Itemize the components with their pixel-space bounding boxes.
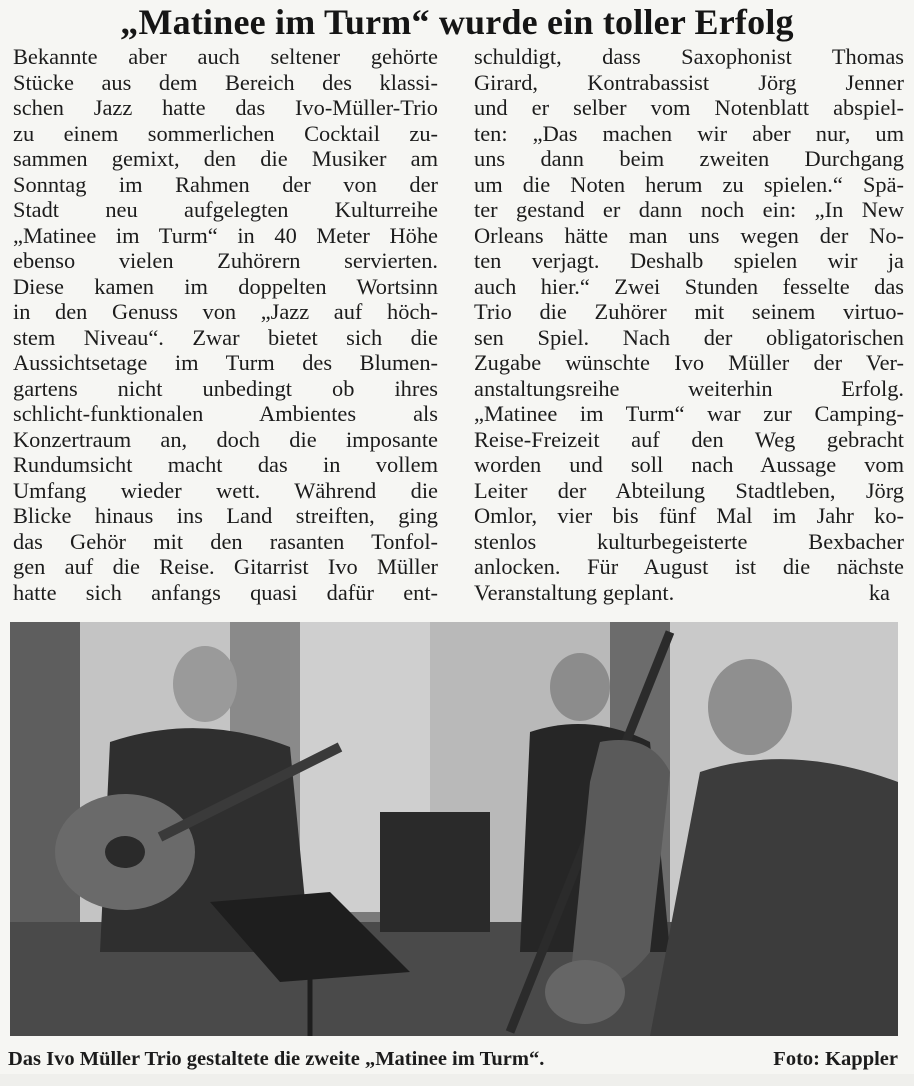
right-column-line: Omlor, vier bis fünf Mal im Jahr ko- <box>474 503 904 528</box>
right-column-line: Trio die Zuhörer mit seinem virtuo- <box>474 299 904 324</box>
right-column-line: anstaltungsreihe weiterhin Erfolg. <box>474 375 904 401</box>
left-column-line: gen auf die Reise. Gitarrist Ivo Müller <box>13 554 438 579</box>
right-column-line: stenlos kulturbegeisterte Bexbacher <box>474 528 904 554</box>
left-column-line: sammen gemixt, den die Musiker am <box>13 146 438 171</box>
right-column-last-text: Veranstaltung geplant. <box>474 579 675 605</box>
left-column-line: schen Jazz hatte das Ivo-Müller-Trio <box>13 95 438 120</box>
left-column-line: Diese kamen im doppelten Wortsinn <box>13 273 438 299</box>
right-column-line: ten: „Das machen wir aber nur, um <box>474 120 904 146</box>
right-column-line: Leiter der Abteilung Stadtleben, Jörg <box>474 477 904 503</box>
right-column-line: und er selber vom Notenblatt abspiel- <box>474 95 904 120</box>
right-column-line: uns dann beim zweiten Durchgang <box>474 146 904 171</box>
left-column-line: gartens nicht unbedingt ob ihres <box>13 375 438 401</box>
left-column-line: Stadt neu aufgelegten Kulturreihe <box>13 197 438 222</box>
left-column-line: hatte sich anfangs quasi dafür ent- <box>13 579 438 605</box>
right-column-line: auch hier.“ Zwei Stunden fesselte das <box>474 273 904 299</box>
left-column-line: das Gehör mit den rasanten Tonfol- <box>13 528 438 554</box>
article-left-column <box>13 44 438 605</box>
right-column-last-line <box>474 580 904 606</box>
left-column-line: Stücke aus dem Bereich des klassi- <box>13 69 438 95</box>
concert-photo <box>10 622 898 1036</box>
right-column-line: um die Noten herum zu spielen.“ Spä- <box>474 171 904 197</box>
right-column-line: schuldigt, dass Saxophonist Thomas <box>474 44 904 69</box>
right-column-line: Reise-Freizeit auf den Weg gebracht <box>474 426 904 452</box>
photo-credit: Foto: Kappler <box>773 1048 898 1070</box>
left-column-line: ebenso vielen Zuhörern servierten. <box>13 248 438 273</box>
left-column-line: Rundumsicht macht das in vollem <box>13 452 438 477</box>
left-column-line: Blicke hinaus ins Land streiften, ging <box>13 503 438 528</box>
page-bottom-edge <box>0 1074 914 1086</box>
left-column-line: schlicht-funktionalen Ambientes als <box>13 401 438 426</box>
left-column-line: Sonntag im Rahmen der von der <box>13 171 438 197</box>
left-column-line: zu einem sommerlichen Cocktail zu- <box>13 120 438 146</box>
right-column-line: ter gestand er dann noch ein: „In New <box>474 197 904 222</box>
photo-caption: Das Ivo Müller Trio gestaltete die zweite „Matinee im Turm“. <box>8 1048 545 1070</box>
right-column-line: worden und soll nach Aussage vom <box>474 452 904 477</box>
right-column-line: ten verjagt. Deshalb spielen wir ja <box>474 248 904 273</box>
left-column-line: stem Niveau“. Zwar bietet sich die <box>13 324 438 350</box>
article-right-column <box>474 44 904 605</box>
left-column-line: Umfang wieder wett. Während die <box>13 477 438 503</box>
headline: „Matinee im Turm“ wurde ein toller Erfolg <box>120 2 794 42</box>
right-column-line: Girard, Kontrabassist Jörg Jenner <box>474 69 904 95</box>
left-column-line: in den Genuss von „Jazz auf höch- <box>13 299 438 324</box>
left-column-line: „Matinee im Turm“ in 40 Meter Höhe <box>13 222 438 248</box>
left-column-line: Aussichtsetage im Turm des Blumen- <box>13 350 438 375</box>
right-column-line: anlocken. Für August ist die nächste <box>474 554 904 579</box>
author-signature: ka <box>868 579 890 605</box>
left-column-line: Konzertraum an, doch die imposante <box>13 426 438 452</box>
right-column-line: „Matinee im Turm“ war zur Camping- <box>474 401 904 426</box>
right-column-line: Orleans hätte man uns wegen der No- <box>474 222 904 248</box>
right-column-line: Zugabe wünschte Ivo Müller der Ver- <box>474 350 904 375</box>
right-column-line: sen Spiel. Nach der obligatorischen <box>474 324 904 350</box>
left-column-line: Bekannte aber auch seltener gehörte <box>13 44 438 69</box>
photo-caption-row <box>8 1046 898 1072</box>
